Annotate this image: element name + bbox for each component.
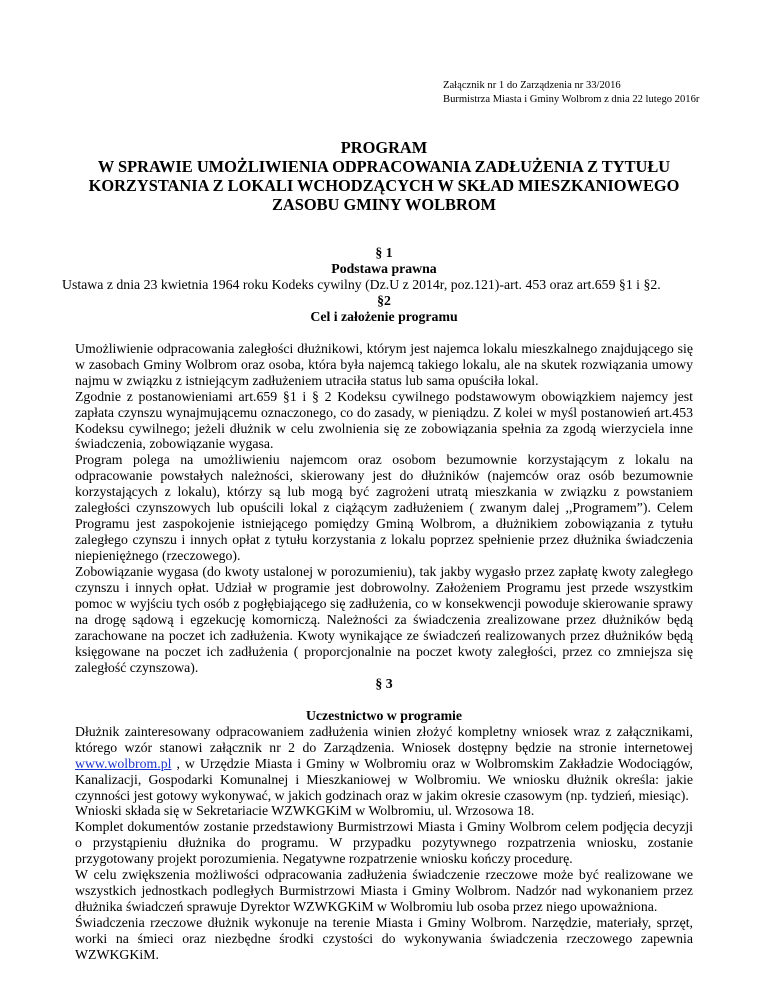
annex-line-1: Załącznik nr 1 do Zarządzenia nr 33/2016 — [443, 80, 621, 91]
section-2-paragraph: Zgodnie z postanowieniami art.659 §1 i § 2 Kodeksu cywilnego podstawowym obowiązkiem najemcy jest zapłata czynszu wynajmującemu oznaczonego, co do zasady, w pieniądzu. Z kolei w myśl postanowień art.453 Kodeksu cywilnego; jeżeli dłużnik w celu zwolnienia się ze zobowiązania spełnia za zgodą wierzyciela inne świadczenia, zobowiązanie wygasa. — [75, 388, 693, 452]
title-line-4: ZASOBU GMINY WOLBROM — [271, 195, 497, 214]
section-3-paragraph: W celu zwiększenia możliwości odpracowania zadłużenia świadczenie rzeczowe może być realizowane we wszystkich jednostkach podległych Burmistrzowi Miasta i Gminy Wolbrom. Nadzór nad wykonaniem przez dłużnika świadczeń sprawuje Dyrektor WZWKGKiM w Wolbromiu lub osoba przez niego upoważniona. — [75, 867, 693, 915]
document-title — [0, 138, 768, 214]
section-3-paragraph: Komplet dokumentów zostanie przedstawiony Burmistrzowi Miasta i Gminy Wolbrom celem podjęcia decyzji o przystąpieniu dłużnika do programu. W przypadku pozytywnego rozpatrzenia wniosku, zostanie przygotowany projekt porozumienia. Negatywne rozpatrzenie wniosku kończy procedurę. — [75, 819, 693, 867]
annex-line-2: Burmistrza Miasta i Gminy Wolbrom z dnia 22 lutego 2016r — [443, 94, 700, 105]
section-2-paragraph: Zobowiązanie wygasa (do kwoty ustalonej w porozumieniu), tak jakby wygasło przez zapłatę kwoty zaległego czynszu i innych opłat. Udział w programie jest dobrowolny. Założeniem Programu jest przede wszystkim pomoc w wyjściu tych osób z pogłębiającego się zadłużenia, co w konsekwencji powoduje skierowanie sprawy na drogę sądową i egzekucję komorniczą. Należności za świadczenia zrealizowane przez dłużników będą zarachowane na poczet ich zadłużenia. Kwoty wynikające ze świadczeń realizowanych przez dłużników będą księgowane na poczet ich zadłużenia ( proporcjonalnie na poczet kwoty zaległości, przez co zmniejsza się zaległość czynszowa). — [75, 564, 693, 675]
website-link[interactable]: www.wolbrom.pl — [75, 755, 172, 771]
section-1-text: Ustawa z dnia 23 kwietnia 1964 roku Kodeks cywilny (Dz.U z 2014r, poz.121)-art. 453 oraz art.659 §1 i §2. — [62, 276, 661, 292]
section-2-paragraph: Program polega na umożliwieniu najemcom oraz osobom bezumownie korzystającym z lokalu na odpracowanie powstałych należności, skierowany jest do dłużników (najemców oraz osób bezumownie korzystających z lokalu), którzy są lub mogą być zagrożeni utratą mieszkania w związku z powstaniem zaległości czynszowych lub opuścili lokal z ciążącym zadłużeniem ( zwanym dalej ,,Programem”). Celem Programu jest zaspokojenie istniejącego pomiędzy Gminą Wolbrom, a dłużnikiem zobowiązania z tytułu zaległego czynszu i innych opłat z tytułu korzystania z lokalu poprzez spełnienie przez dłużnika świadczenia niepieniężnego (rzeczowego). — [75, 452, 693, 564]
title-line-2: W SPRAWIE UMOŻLIWIENIA ODPRACOWANIA ZADŁUŻENIA Z TYTUŁU — [97, 157, 671, 176]
section-3-heading: Uczestnictwo w programie — [305, 707, 463, 723]
section-3-number: § 3 — [375, 675, 393, 691]
title-line-3: KORZYSTANIA Z LOKALI WCHODZĄCYCH W SKŁAD MIESZKANIOWEGO — [88, 176, 680, 195]
section-3-paragraph: Wnioski składa się w Sekretariacie WZWKGKiM w Wolbromiu, ul. Wrzosowa 18. — [75, 803, 535, 819]
section-2-paragraph: Umożliwienie odpracowania zaległości dłużnikowi, którym jest najemca lokalu mieszkalnego znajdującego się w zasobach Gminy Wolbrom oraz osoba, która była najemcą takiego lokalu, ale na skutek rozwiązania umowy najmu w związku z istniejącym zadłużeniem utraciła status lub sama opuściła lokal. — [75, 340, 693, 388]
spacer — [75, 325, 693, 341]
section-3-paragraph — [75, 724, 693, 804]
section-2-heading: Cel i założenie programu — [310, 308, 458, 324]
annex-note — [443, 79, 699, 107]
section-3-text: , w Urzędzie Miasta i Gminy w Wolbromiu oraz w Wolbromskim Zakładzie Wodociągów, Kanalizacji, Gospodarki Komunalnej i Mieszkaniowej w Wolbromiu. We wniosku dłużnik określa: jakie czynności jest gotowy wykonywać, w jakich godzinach oraz w jakim okresie czasowym (np. tydzień, miesiąc). — [75, 755, 693, 803]
section-2-number: §2 — [377, 292, 391, 308]
title-line-1: PROGRAM — [340, 138, 428, 157]
document-body — [62, 245, 693, 963]
section-3-paragraph: Świadczenia rzeczowe dłużnik wykonuje na terenie Miasta i Gminy Wolbrom. Narzędzie, materiały, sprzęt, worki na śmieci oraz niezbędne środki czystości do wykonywania świadczenia rzeczowego zapewnia WZWKGKiM. — [75, 915, 693, 963]
section-1-heading: Podstawa prawna — [331, 260, 437, 276]
section-3-text: Dłużnik zainteresowany odpracowaniem zadłużenia winien złożyć kompletny wniosek wraz z załącznikami, którego wzór stanowi załącznik nr 2 do Zarządzenia. Wniosek dostępny będzie na stronie internetowej — [75, 723, 693, 755]
section-1-number: § 1 — [375, 245, 393, 260]
spacer — [75, 692, 693, 708]
